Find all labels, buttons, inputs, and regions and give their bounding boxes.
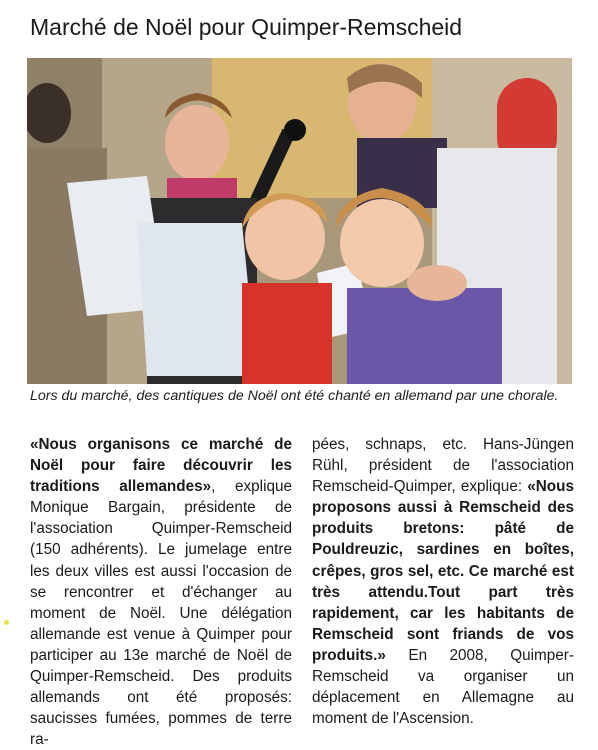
quote-monique: «Nous organisons ce marché de Noël pour faire découvrir les traditions allemandes» — [30, 436, 292, 496]
article-column-right — [312, 434, 574, 729]
column-right-text-a: pées, schnaps, etc. Hans-Jüngen Rühl, président de l'association Remscheid-Quimper, explique: — [312, 436, 574, 496]
article-photo — [27, 58, 572, 384]
photo-caption: Lors du marché, des cantiques de Noël ont été chanté en allemand par une chorale. — [30, 388, 559, 404]
photo-illustration — [27, 58, 572, 384]
article-column-left — [30, 434, 292, 750]
article-headline: Marché de Noël pour Quimper-Remscheid — [30, 14, 463, 40]
column-right-text-b: En 2008, Quimper-Remscheid va organiser un déplacement en Allemagne au moment de l'Ascension. — [312, 646, 574, 728]
margin-mark — [4, 620, 9, 625]
column-left-text: , explique Monique Bargain, présidente de l'association Quimper-Remscheid (150 adhérents). Le jumelage entre les deux villes est aussi l'occasion de se rencontrer et d'échanger au moment de Noël. Une délégation allemande est venue à Quimper pour participer au 13e marché de Noël de Quimper-Remscheid. Des produits allemands ont été proposés: saucisses fumées, pommes de terre ra- — [30, 478, 292, 749]
quote-hans: «Nous proposons aussi à Remscheid des produits bretons: pâté de Pouldreuzic, sardines en boîtes, crêpes, gros sel, etc. Ce marché est très attendu.Tout part très rapidement, car les habitants de Remscheid sont friands de vos produits.» — [312, 478, 574, 664]
